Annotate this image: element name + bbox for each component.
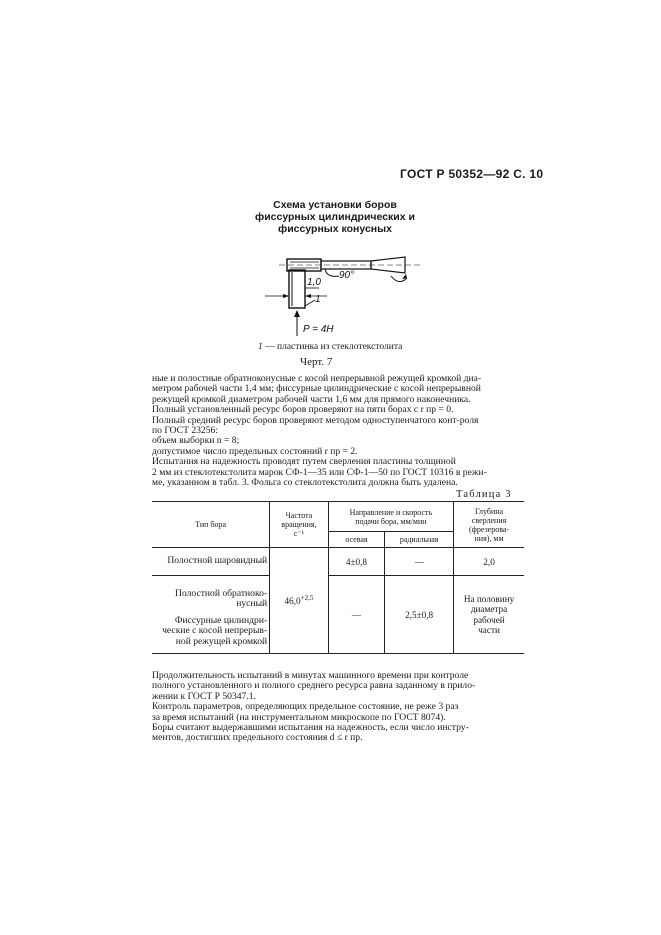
table-cell-axial: — <box>328 576 385 654</box>
header-line: Частота <box>285 511 313 520</box>
cell-line: 2,0 <box>483 556 495 567</box>
text-line: по ГОСТ 23256: <box>152 426 218 437</box>
angle-arc <box>325 269 339 276</box>
cell-line: Полостной обратноко- <box>175 587 268 599</box>
text-line: Контроль параметров, определяющих предельное состояние, не реже 3 раз <box>152 702 459 713</box>
col-header-type: Тип бора <box>152 502 270 548</box>
figure-title <box>255 199 415 235</box>
header-line: подачи бора, мм/мин <box>355 516 427 526</box>
text-line: режущей кромкой диаметром рабочей части 1,6 мм для прямого наконечника. <box>152 394 471 405</box>
table-cell-axial: 4±0,8 <box>328 548 385 576</box>
part-label: 1 <box>315 294 321 305</box>
header-line: Глубина <box>474 506 504 516</box>
text-line: допустимое число предельных состояний r пр = 2. <box>152 446 358 457</box>
col-header-axial: осевая <box>328 532 385 548</box>
figure-title-line: фиссурных цилиндрических и <box>255 211 415 223</box>
cell-line: рабочей <box>473 614 505 625</box>
figure-caption: Черт. 7 <box>300 356 333 368</box>
cell-line: части <box>478 625 500 635</box>
header-line: с⁻¹ <box>293 529 305 538</box>
offset-label: 1,0 <box>307 277 321 288</box>
text-line: Полный средний ресурс боров проверяют методом одноступенчатого конт-роля <box>152 415 479 426</box>
col-header-feed <box>328 502 453 532</box>
text-line: Испытания на надежность проводят путем сверления пластины толщиной <box>152 457 456 468</box>
table-cell-depth <box>454 548 524 576</box>
text-line: ментов, достигших предельного состояния d ≤ r пр. <box>152 733 363 744</box>
text-line: 2 мм из стеклотекстолита марок СФ-1—35 или СФ-1—50 по ГОСТ 10316 в режи- <box>152 467 487 478</box>
col-header-depth <box>454 502 524 548</box>
cell-line: Полостной шаровидный <box>167 555 268 567</box>
header-line: (фрезерова- <box>468 524 510 534</box>
speed-value: 46,0 <box>284 596 301 607</box>
cell-line: диаметра <box>470 604 508 614</box>
table-cell-depth <box>454 576 524 654</box>
table-cell-speed <box>270 548 329 654</box>
dimension-arrow <box>305 294 311 298</box>
figure-legend <box>258 342 402 352</box>
text-line: жении к ГОСТ Р 50347.1. <box>152 691 256 702</box>
speed-tolerance: +2,5 <box>300 594 314 603</box>
cell-line: ческие с косой непрерыв- <box>162 625 268 636</box>
table-cell-radial: 2,5±0,8 <box>385 576 454 654</box>
cell-line: нусный <box>236 598 268 609</box>
text-line: Продолжительность испытаний в минутах машинного времени при контроле <box>152 671 469 681</box>
table-3 <box>152 501 524 654</box>
table-cell-type <box>152 610 270 654</box>
cell-line: ной режущей кромкой <box>175 635 268 647</box>
bur-setup-drawing <box>255 240 425 340</box>
force-arrow-head <box>294 310 300 317</box>
text-line: за время испытаний (на инструментальном микроскопе по ГОСТ 8074). <box>152 712 446 723</box>
cell-line: На половину <box>463 593 515 604</box>
text-line: Боры считают выдержавшими испытания на надежность, если число инстру- <box>152 723 469 734</box>
header-line: вращения, <box>281 520 317 529</box>
force-label: P = 4H <box>303 324 334 335</box>
legend-number: 1 <box>258 342 263 352</box>
text-line: полного установленного и полного среднего ресурса равна заданному в прило- <box>152 681 476 692</box>
table-caption: Таблица 3 <box>456 489 512 500</box>
figure-title-line: Схема установки боров <box>273 199 397 211</box>
part-leader <box>305 300 315 306</box>
page-header: ГОСТ Р 50352—92 С. 10 <box>400 167 544 181</box>
text-line: метром рабочей части 1,4 мм; фиссурные цилиндрические с косой непрерывной <box>152 384 481 395</box>
text-line: Полный установленный ресурс боров проверяют на пяти борах с r пр = 0. <box>152 405 454 416</box>
header-line: Направление и скорость <box>349 507 433 517</box>
figure-title-line: фиссурных конусных <box>278 223 392 235</box>
header-line: ния), мм <box>474 533 504 543</box>
dimension-arrow <box>283 294 289 298</box>
text-line: ные и полостные обратноконусные с косой непрерывной режущей кромкой диа- <box>152 374 482 384</box>
text-line: объем выборки n = 8; <box>152 436 240 447</box>
text-line: ме, указанном в табл. 3. Фольга со стеклотекстолита должна быть удалена. <box>152 478 458 489</box>
table-cell-type <box>152 576 270 610</box>
header-line: сверления <box>471 515 507 525</box>
paragraph-duration <box>152 671 524 744</box>
table-cell-radial: — <box>385 548 454 576</box>
cell-line: Фиссурные цилиндри- <box>174 614 268 626</box>
col-header-radial: радиальная <box>385 532 454 548</box>
table-cell-type <box>152 548 270 576</box>
glass-textolite-plate <box>289 270 305 308</box>
col-header-speed <box>270 502 329 548</box>
paragraph-reliability <box>152 374 524 488</box>
angle-label: 90° <box>339 270 355 281</box>
legend-text: — пластинка из стеклотекстолита <box>265 342 403 352</box>
